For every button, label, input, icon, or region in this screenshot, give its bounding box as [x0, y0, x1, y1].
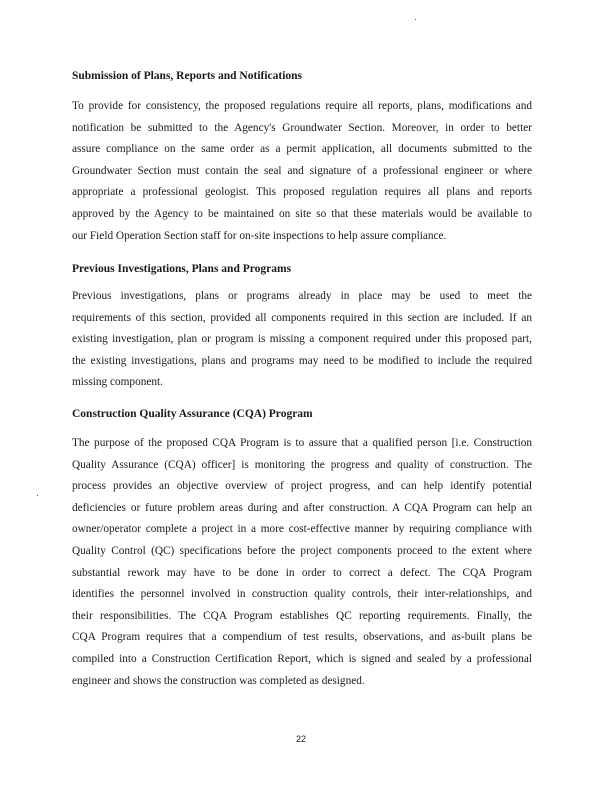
text-line: compiled into a Construction Certification Report, which is signed and sealed by a professional [72, 652, 532, 665]
text-line: identifies the personnel involved in construction quality controls, their inter-relationships, and [72, 588, 532, 601]
text-line: Previous investigations, plans or programs already in place may be used to meet the [72, 290, 532, 302]
section-submission [72, 69, 532, 83]
text-line: engineer and shows the construction was completed as designed. [72, 674, 365, 687]
text-line: notification be submitted to the Agency's Groundwater Section. Moreover, in order to better [72, 121, 532, 134]
text-line: assure compliance on the same order as a permit application, all documents submitted to the [72, 143, 532, 156]
scan-speck [37, 495, 38, 496]
text-line: owner/operator complete a project in a more cost-effective manner by requiring compliance with [72, 523, 532, 536]
text-line: our Field Operation Section staff for on-site inspections to help assure compliance. [72, 229, 447, 242]
text-line: requirements of this section, provided all components required in this section are included. If an [72, 311, 532, 324]
text-line: Quality Control (QC) specifications before the project components proceed to the extent where [72, 544, 532, 557]
section-previous-investigations [72, 262, 532, 276]
text-line: The purpose of the proposed CQA Program is to assure that a qualified person [i.e. Construction [72, 437, 532, 449]
paragraph [72, 286, 532, 394]
section-heading: Construction Quality Assurance (CQA) Program [72, 408, 313, 420]
text-line: Groundwater Section must contain the seal and signature of a professional engineer or where [72, 164, 532, 177]
text-line: deficiencies or future problem areas during and after construction. A CQA Program can help an [72, 501, 532, 514]
section-previous-investigations-body [72, 286, 532, 394]
section-cqa-program [72, 407, 532, 421]
section-heading: Previous Investigations, Plans and Programs [72, 263, 292, 275]
text-line: appropriate a professional geologist. This proposed regulation requires all plans and reports [72, 186, 532, 199]
section-heading: Submission of Plans, Reports and Notifications [72, 70, 303, 82]
text-line: the existing investigations, plans and programs may need to be modified to include the required [72, 354, 532, 367]
text-line: Quality Assurance (CQA) officer] is monitoring the progress and quality of construction. The [72, 458, 532, 471]
paragraph [72, 433, 532, 692]
text-line: CQA Program requires that a compendium of test results, observations, and as-built plans be [72, 631, 532, 644]
text-line: existing investigation, plan or program is missing a component required under this proposed part, [72, 333, 532, 346]
text-line: their responsibilities. The CQA Program establishes QC reporting requirements. Finally, the [72, 609, 532, 622]
text-line: To provide for consistency, the proposed regulations require all reports, plans, modifications and [72, 100, 532, 112]
text-line: substantial rework may have to be done in order to correct a defect. The CQA Program [72, 566, 532, 579]
page-number: 22 [295, 734, 306, 744]
text-line: missing component. [72, 376, 163, 389]
text-line: process provides an objective overview of project progress, and can help identify potential [72, 480, 532, 493]
section-submission-body [72, 96, 532, 247]
scan-speck [415, 19, 416, 20]
text-line: approved by the Agency to be maintained on site so that these materials would be available to [72, 207, 532, 220]
paragraph [72, 96, 532, 247]
section-cqa-program-body [72, 433, 532, 692]
